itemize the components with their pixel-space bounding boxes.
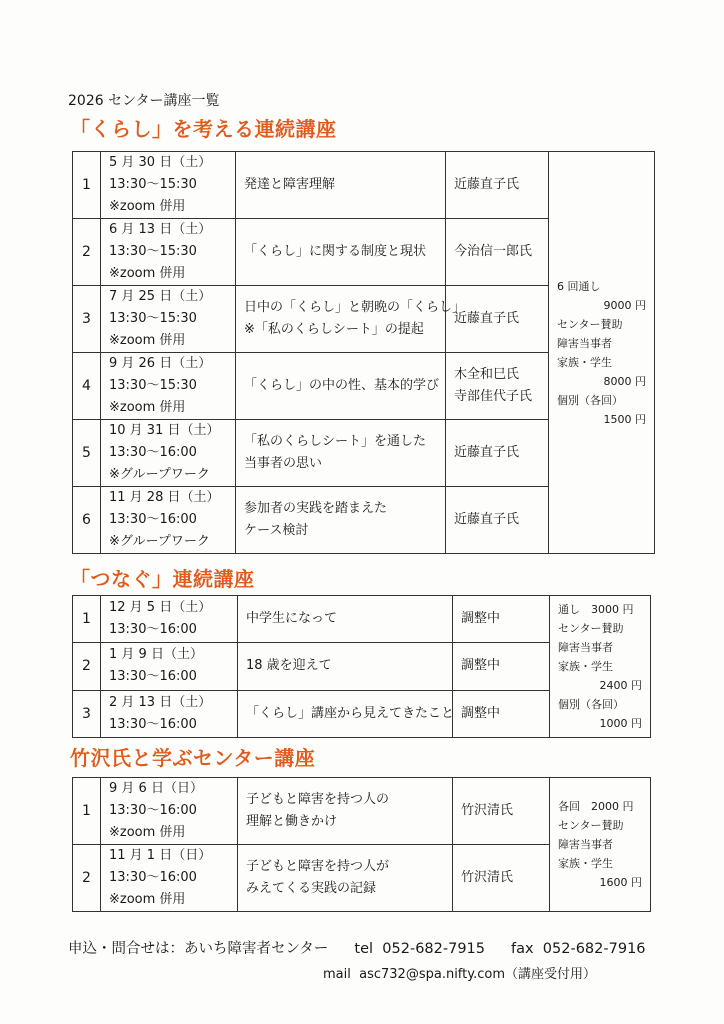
fee-line: 家族・学生 xyxy=(558,857,613,870)
fee-line: 6 回通し xyxy=(557,279,601,293)
lecturer-name: 木全和巳氏 xyxy=(454,367,520,382)
fee-line: 障害当事者 xyxy=(557,336,612,350)
mail-label: mail xyxy=(323,967,351,982)
session-lecturer xyxy=(453,845,550,912)
topic-line: ケース検討 xyxy=(244,523,309,538)
session-datetime xyxy=(101,487,236,554)
topic-line: 日中の「くらし」と朝晩の「くらし」 xyxy=(244,300,466,315)
session-lecturer xyxy=(446,487,549,554)
fee-line: センター賛助 xyxy=(558,622,624,635)
topic-line: 「くらし」講座から見えてきたこと xyxy=(246,705,455,721)
section-heading-kurashi: 「くらし」を考える連続講座 xyxy=(70,117,337,141)
lecturer-name: 近藤直子氏 xyxy=(454,177,520,192)
session-note: ※zoom 併用 xyxy=(109,333,186,348)
session-number: 6 xyxy=(73,487,101,554)
schedule-table-tsunagu xyxy=(72,595,651,738)
fee-line: 個別（各回） xyxy=(557,393,623,407)
session-date: 12 月 5 日（土） xyxy=(109,600,212,616)
fee-info xyxy=(550,596,651,738)
lecturer-name: 竹沢清氏 xyxy=(461,870,514,885)
session-date: 6 月 13 日（土） xyxy=(109,222,212,237)
topic-line: 理解と働きかけ xyxy=(246,814,338,829)
table-row xyxy=(73,778,651,845)
lecturer-name: 近藤直子氏 xyxy=(454,512,520,527)
session-topic xyxy=(238,778,453,845)
session-time: 13:30〜16:00 xyxy=(109,622,197,638)
lecturer-name: 近藤直子氏 xyxy=(454,311,520,326)
fee-line: 1500 円 xyxy=(603,412,646,426)
tel-number: 052-682-7915 xyxy=(382,941,485,957)
topic-line: みえてくる実践の記録 xyxy=(246,881,377,896)
session-time: 13:30〜15:30 xyxy=(109,244,197,259)
topic-line: 中学生になって xyxy=(246,611,338,627)
session-number: 4 xyxy=(73,353,101,420)
fee-info xyxy=(550,778,651,912)
fee-info xyxy=(549,152,655,554)
session-note: ※zoom 併用 xyxy=(109,266,186,281)
session-datetime xyxy=(101,420,236,487)
fee-line: 1600 円 xyxy=(599,876,642,889)
fee-line: 障害当事者 xyxy=(558,838,613,851)
topic-line: 子どもと障害を持つ人が xyxy=(246,859,390,874)
topic-line: 18 歳を迎えて xyxy=(246,658,332,674)
session-lecturer xyxy=(446,152,549,219)
session-date: 11 月 1 日（日） xyxy=(109,848,212,863)
session-datetime xyxy=(101,845,238,912)
session-datetime xyxy=(101,778,238,845)
session-time: 13:30〜16:00 xyxy=(109,870,197,885)
session-note: ※zoom 併用 xyxy=(109,400,186,415)
fee-line: 通し 3000 円 xyxy=(558,603,634,616)
session-topic xyxy=(236,286,466,353)
lecturer-name: 調整中 xyxy=(461,705,501,721)
session-note: ※グループワーク xyxy=(109,534,210,549)
mail-note: （講座受付用） xyxy=(504,967,596,982)
session-number: 1 xyxy=(73,152,101,219)
fee-line: センター賛助 xyxy=(557,317,623,331)
topic-line: 発達と障害理解 xyxy=(244,177,336,192)
session-number: 5 xyxy=(73,420,101,487)
session-datetime xyxy=(101,152,236,219)
session-datetime xyxy=(101,596,238,643)
session-number: 2 xyxy=(73,219,101,286)
session-topic xyxy=(236,420,446,487)
mail-line xyxy=(323,963,596,982)
session-datetime xyxy=(101,219,236,286)
lecturer-name: 近藤直子氏 xyxy=(454,445,520,460)
session-number: 2 xyxy=(73,643,101,690)
fee-line: 家族・学生 xyxy=(558,660,613,673)
session-number: 1 xyxy=(73,596,101,643)
fee-line: 8000 円 xyxy=(603,374,646,388)
session-date: 7 月 25 日（土） xyxy=(109,289,212,304)
session-note: ※zoom 併用 xyxy=(109,199,186,214)
session-number: 2 xyxy=(73,845,101,912)
session-time: 13:30〜16:00 xyxy=(109,716,197,732)
session-topic xyxy=(238,690,453,737)
topic-line: 子どもと障害を持つ人の xyxy=(246,792,390,807)
session-number: 3 xyxy=(73,690,101,737)
section-heading-takezawa: 竹沢氏と学ぶセンター講座 xyxy=(70,746,316,770)
session-topic xyxy=(236,353,446,420)
session-lecturer xyxy=(453,596,550,643)
fee-line: 各回 2000 円 xyxy=(558,800,634,813)
session-topic xyxy=(236,487,446,554)
session-number: 3 xyxy=(73,286,101,353)
tel-label: tel xyxy=(354,941,374,957)
topic-line: 「くらし」の中の性、基本的学び xyxy=(244,378,440,393)
schedule-table-kurashi xyxy=(72,151,655,554)
session-date: 5 月 30 日（土） xyxy=(109,155,212,170)
fee-line: 1000 円 xyxy=(599,717,642,730)
session-time: 13:30〜16:00 xyxy=(109,669,197,685)
session-number: 1 xyxy=(73,778,101,845)
session-note: ※グループワーク xyxy=(109,467,210,482)
session-date: 1 月 9 日（土） xyxy=(109,647,203,663)
session-datetime xyxy=(101,690,238,737)
session-datetime xyxy=(101,353,236,420)
session-topic xyxy=(238,596,453,643)
session-time: 13:30〜15:30 xyxy=(109,177,197,192)
session-date: 10 月 31 日（土） xyxy=(109,423,220,438)
session-time: 13:30〜15:30 xyxy=(109,311,197,326)
lecturer-name: 寺部佳代子氏 xyxy=(454,389,533,404)
lecturer-name: 調整中 xyxy=(461,611,501,627)
table-row xyxy=(73,152,655,219)
fee-line: センター賛助 xyxy=(558,819,624,832)
contact-label: 申込・問合せは：あいち障害者センター xyxy=(68,941,329,957)
session-note: ※zoom 併用 xyxy=(109,892,186,907)
fee-line: 障害当事者 xyxy=(558,641,613,654)
session-note: ※zoom 併用 xyxy=(109,825,186,840)
topic-line: ※「私のくらしシート」の提起 xyxy=(244,322,424,337)
session-datetime xyxy=(101,643,238,690)
fee-line: 9000 円 xyxy=(603,298,646,312)
session-lecturer xyxy=(453,690,550,737)
session-time: 13:30〜15:30 xyxy=(109,378,197,393)
session-time: 13:30〜16:00 xyxy=(109,512,197,527)
session-topic xyxy=(236,219,446,286)
session-topic xyxy=(238,845,453,912)
topic-line: 「くらし」に関する制度と現状 xyxy=(244,244,427,259)
session-date: 9 月 26 日（土） xyxy=(109,356,212,371)
session-date: 2 月 13 日（土） xyxy=(109,694,212,710)
schedule-table-takezawa xyxy=(72,777,651,912)
session-date: 11 月 28 日（土） xyxy=(109,490,220,505)
session-lecturer xyxy=(446,353,549,420)
lecturer-name: 竹沢清氏 xyxy=(461,803,514,818)
session-date: 9 月 6 日（日） xyxy=(109,781,203,796)
topic-line: 参加者の実践を踏まえた xyxy=(244,501,388,516)
session-lecturer xyxy=(453,643,550,690)
topic-line: 当事者の思い xyxy=(244,456,323,471)
fee-line: 2400 円 xyxy=(599,679,642,692)
lecturer-name: 今治信一郎氏 xyxy=(454,244,533,259)
session-datetime xyxy=(101,286,236,353)
mail-address[interactable]: asc732@spa.nifty.com xyxy=(359,967,505,982)
session-lecturer xyxy=(446,286,549,353)
contact-line xyxy=(68,937,646,958)
session-time: 13:30〜16:00 xyxy=(109,803,197,818)
fax-number: 052-682-7916 xyxy=(542,941,646,957)
topic-line: 「私のくらしシート」を通した xyxy=(244,434,427,449)
session-topic xyxy=(236,152,446,219)
table-row xyxy=(73,596,651,643)
fee-line: 家族・学生 xyxy=(557,355,612,369)
session-lecturer xyxy=(446,219,549,286)
session-topic xyxy=(238,643,453,690)
document-title: 2026 センター講座一覧 xyxy=(68,93,220,109)
session-lecturer xyxy=(453,778,550,845)
session-time: 13:30〜16:00 xyxy=(109,445,197,460)
fee-line: 個別（各回） xyxy=(558,698,624,711)
lecturer-name: 調整中 xyxy=(461,658,501,674)
fax-label: fax xyxy=(511,941,534,957)
session-lecturer xyxy=(446,420,549,487)
section-heading-tsunagu: 「つなぐ」連続講座 xyxy=(70,567,255,591)
